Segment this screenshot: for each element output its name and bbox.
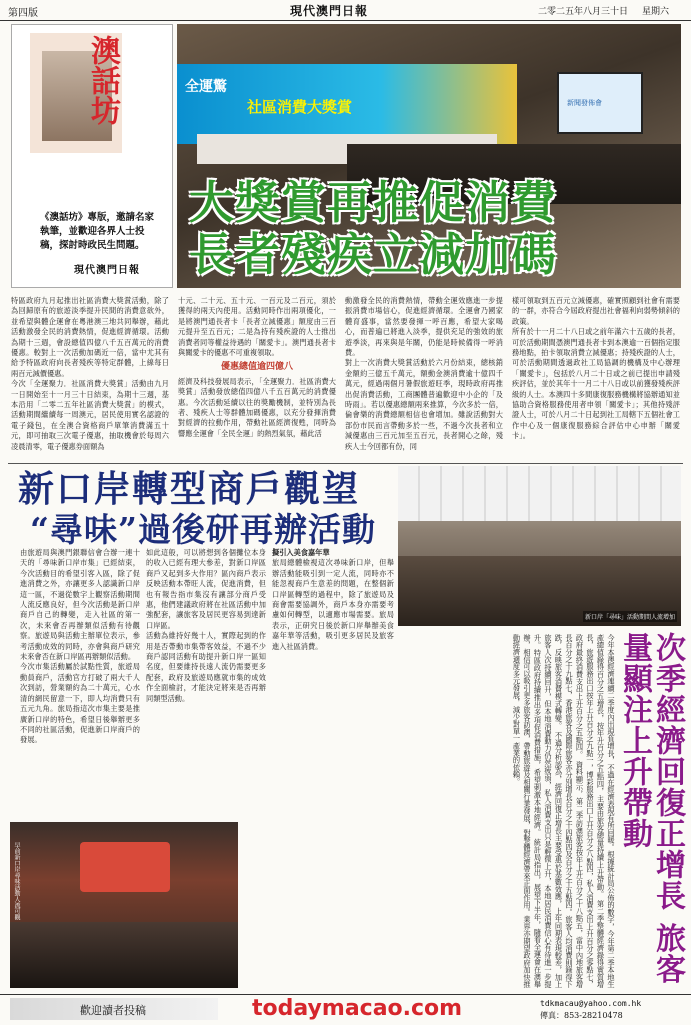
press-screen [557,72,643,134]
banner-line2: 社區消費大獎賞 [247,98,353,116]
page-number: 第四版 [8,8,38,19]
footer [0,994,691,1025]
lead-paragraph-1: 特區政府九月起推出社區消費大獎賞活動，除了為回歸原有的旅遊淡季提升民間的消費意欲外，並希望與體企運會在粵港澳三地共同舉辦，藉此活動激發全民的消費熱情，促進經濟循環。活動為期十三週，會設總值四億八千五百萬元的消費優惠。較對上一次活動加碼近一倍，當中尤其有給予特區政府向長者殘疾等特定群體，上線每日兩百元減價優惠。 [11,296,169,378]
submission-call: 歡迎讀者投稿 [80,1004,146,1017]
stall-sign [80,842,170,892]
night-market-photo [10,822,238,988]
lead-paragraph-8: 所有於十一月二十八日或之前年滿六十五歲的長者，可於活動期間憑澳門通長者卡到本澳逾一百個指定服務地點，拍卡領取消費立減優惠；持殘疾證的人士，可於活動期間透過政社工局協調的機構及中心辦理「關愛卡」，包括於八月二十日或之前已提出申請殘疾評估，並於其年十一月二十八日或以前獲發殘疾評級的人士。本澳四十多間康復服務機構將協辦通知並協助合資格服務使用者申領「關愛卡」；其他持殘評證人士，可於八月二十日起到社工局轄下五個社會工作中心及一個康復服務綜合評估中心申辦「關愛卡」。 [512,327,680,441]
logo-title: 澳話坊 [85,35,120,125]
second-paragraph-3: 如此這般，可以將想到各個攤位本身的收入已經有理大參差，對新口岸區商戶又起到多大作用？區內商戶表示反映活動本帶旺人流，促進消費，但也有報告指市集沒有讓部分商戶受惠，他們建議政府將在社區活動中加強配套，讓旅客及居民更容易到達新口岸區。 [146,548,266,630]
lead-column-3 [345,296,503,460]
lead-column-2 [178,296,336,460]
second-paragraph-1: 由旅遊局與澳門銀聯信會合辦一連十天的「尋味新口岸市集」已經結束，今次活動目的希望引客入區，除了促進消費之外，亦讓更多人認識新口岸這一區，不過從數字上觀察活動期間人流反應良好，但今次活動是新口岸商戶自己的轉變，走入社區的第一次，未來會否再辦類似活動有待觀察。旅遊局與活動主辦單位表示，參考活動成效的同時，亦會與商戶研究未來會否在新口岸區再辦類似活動。 [20,548,140,662]
column-logo-box [11,24,173,288]
lead-headline-1: 大獎賞再推促消費 [189,176,558,229]
masthead [0,0,691,21]
logo-title-block [30,33,122,153]
lead-headline-2: 長者殘疾立減加碼 [189,228,558,281]
third-paragraph-1: 今年本澳經濟連續二季度內出現負增長，不過在經濟表現有所回暖。根據統計局公佈的數字，今年第二季本地生產總值錄得百分之五增長，按年升百分之五點四，主要由旅客總量持續上升帶動。 [596,634,616,988]
screen-text: 新聞發佈會 [567,99,602,107]
second-paragraph-5: 旅局總體檢視這次尋味新口岸，但舉辦活動能吸引到一定人流，同時亦不能忽視商戶生意差的問題，在整個新口岸區轉型的過程中，除了旅遊局及商會需要協調外，商戶本身亦需要考慮如何轉型，以適應市場需要。旅局表示，正研究日後於新口岸舉辦美食嘉年華等活動，吸引更多居民及旅客進入社區消費。 [272,558,394,651]
lead-column-1 [11,296,169,460]
logo-signature: 現代澳門日報 [74,265,140,276]
footer-left-banner [10,998,218,1020]
second-column-1 [20,548,140,816]
issue-date: 二零二五年八月三十日 [538,7,629,17]
street-market-photo [398,466,681,626]
section-divider-1 [8,463,683,464]
photo-caption-top: 新口岸「尋味」活動期間人流增加 [583,611,677,622]
second-subhead: 擬引入美食嘉年華 [272,548,330,557]
second-headline-2: “尋味”過後研再辦活動 [30,510,376,549]
lead-paragraph-4: 經濟及科技發展局表示，「全運聚力．社區消費大獎賞」活動發放總值四億八千五百萬元的消費優惠。今次活動延續以往的獎勵機制，並特別為長者、殘疾人士等群體加碼優惠，以充分發揮消費對經濟的拉動作用，帶動社區經濟復甦，同時為響應全運會「全民全運」的熱烈氣氛，藉此活 [178,376,336,438]
second-paragraph-2: 今次市集活動屬於試點性質，旅遊局動員商戶，活動官方打破了兩大千人次到訪，營業額約為二十萬元，心水清的網民留意一下，即人均消費只有五元九角。旅局指這次市集主要是推廣新口岸的特色，希望日後舉辦更多不同的社區活動，促進新口岸商戶的發展。 [20,662,140,745]
third-paragraph-3: 資料顯示，第二季訪澳旅客按年上升百分之十八點五，當中內地旅客增長百分之十九點七，香港旅客及國際旅客亦分別增長百分之十四點四及百分之十五點四。旅客人均消費則錄得下跌，反映旅客消費模式轉變。 [554,634,585,988]
lead-subhead: 優惠總值逾四億八 [220,362,293,373]
lead-paragraph-2: 今次「全運聚力．社區消費大獎賞」活動由九月一日開始至十一月三十日結束，為期十三週，基本沿用「二零二五年社區消費大獎賞」的模式，活動期間繼續每一周澳元，居民使用實名認證的電子錢包，在全澳合資格商戶單筆消費滿五十元，即可抽取三次電子優惠，抽取機會於每周六凌晨清零，電子優惠券面額為 [11,379,169,451]
lead-column-4 [512,296,680,460]
market-tents [398,466,681,521]
weekday: 星期六 [642,7,670,17]
third-headline: 次季經濟回復正增長 旅客量顯注上升帶動 [617,632,685,985]
lead-paragraph-7: 樣可領取到五百元立減優惠，確實照顧到社會有需要的一群，亦符合今屆政府提出社會福利向弱勢傾斜的政策。 [512,296,680,326]
third-paragraph-5: 統計局指出，展望下半年，隨着全運會在澳舉辦，相信可以吸引更多旅客訪澳，帶動旅遊及相關行業發展，對整體經濟帶來正面作用。業界亦期望政府加快推動經濟適度多元發展，減少對單一產業的依賴。 [512,634,543,988]
photo-caption-bottom: 早前新口岸尋味活動人流可觀 [13,842,20,920]
lead-paragraph-6: 對上一次消費大獎賞活動於六月份結束，總核銷金額約三億五千萬元，額動金澳消費逾十億四千萬元，經過兩個月暑假旅遊旺季，現時政府再推出促消費活動，工商團體普遍歡迎中小企的「及時雨」。若以優惠總額兩來推算，今次多於一倍，倫會樂的消費總額相信也會增加。雖說活動對大部份市民而言帶動多於一些，不過今次長者和立減優惠由三百元加至五百元，長者開心之餘，殘疾人士今回都有份，同 [345,358,503,451]
night-crowd [10,922,238,988]
banner-line1: 全運驚 [185,79,227,95]
lead-paragraph-3: 十元、二十元、五十元、一百元及二百元，須於獲得的兩天內使用。活動同時作出兩項優化，一是將澳門通長者卡「長者立減優惠」額度由三百元提升至五百元；二是為持有殘疾證的人士推出消費者同等權益待遇的「關愛卡」。澳門通長者卡與關愛卡的優惠不可重複領取。 [178,296,336,358]
third-column-text [244,634,616,988]
website-link[interactable]: todaymacao.com [252,996,463,1021]
second-headline-1: 新口岸轉型商戶觀望 [18,468,361,510]
footer-fax: 傳真：853-28210478 [540,1011,623,1020]
footer-email[interactable]: tdkmacau@yahoo.com.hk [540,999,642,1008]
lead-photo [177,24,681,288]
logo-blurb: 《澳話坊》專版，邀請名家執筆，並歡迎各界人士投稿，探討時政民生問題。 [40,212,155,251]
paper-name: 現代澳門日報 [290,4,369,18]
second-paragraph-4: 活動為維持好幾十人，實際起到的作用是否帶動市集帶客效益，不過不少商戶認同活動有助提升新口岸一區知名度，但要維持長遠人流仍需要更多配套，政府及旅遊局應就市集的成效作全面檢討，才能決定將來是否再辦同類型活動。 [146,631,266,703]
third-paragraph-2: 第二季整體經濟錄得實質增長，旅遊服務出口按年上升百分之九點一，博彩服務出口上升百分之八點四，私人消費支出上升百分之零點七，政府最終消費支出上升百分之五點四。 [575,634,606,988]
third-paragraph-4: 不過分析認為，經濟回復正增長主要受惠於基數效應，上年同期表現較差，加上旅客人次持續回升，但本地消費動力仍然疲弱，私人消費支出只是輕微上升，本地居民消費信心有待進一步提升。特區政府持續推出多項促消費措施，希望刺激本地經濟。 [533,634,564,988]
lead-paragraph-5: 動激發全民的消費熱情，帶動全運效應進一步提振消費市場信心，促進經濟循環。全運會乃國家體育盛事，當然要發揮一呼百應，希望大家喝心，而普遍已將進入淡季，提供充足的強效的旅遊季淡，再來與是年關，仍能是時候備得一呼消費。 [345,296,503,358]
